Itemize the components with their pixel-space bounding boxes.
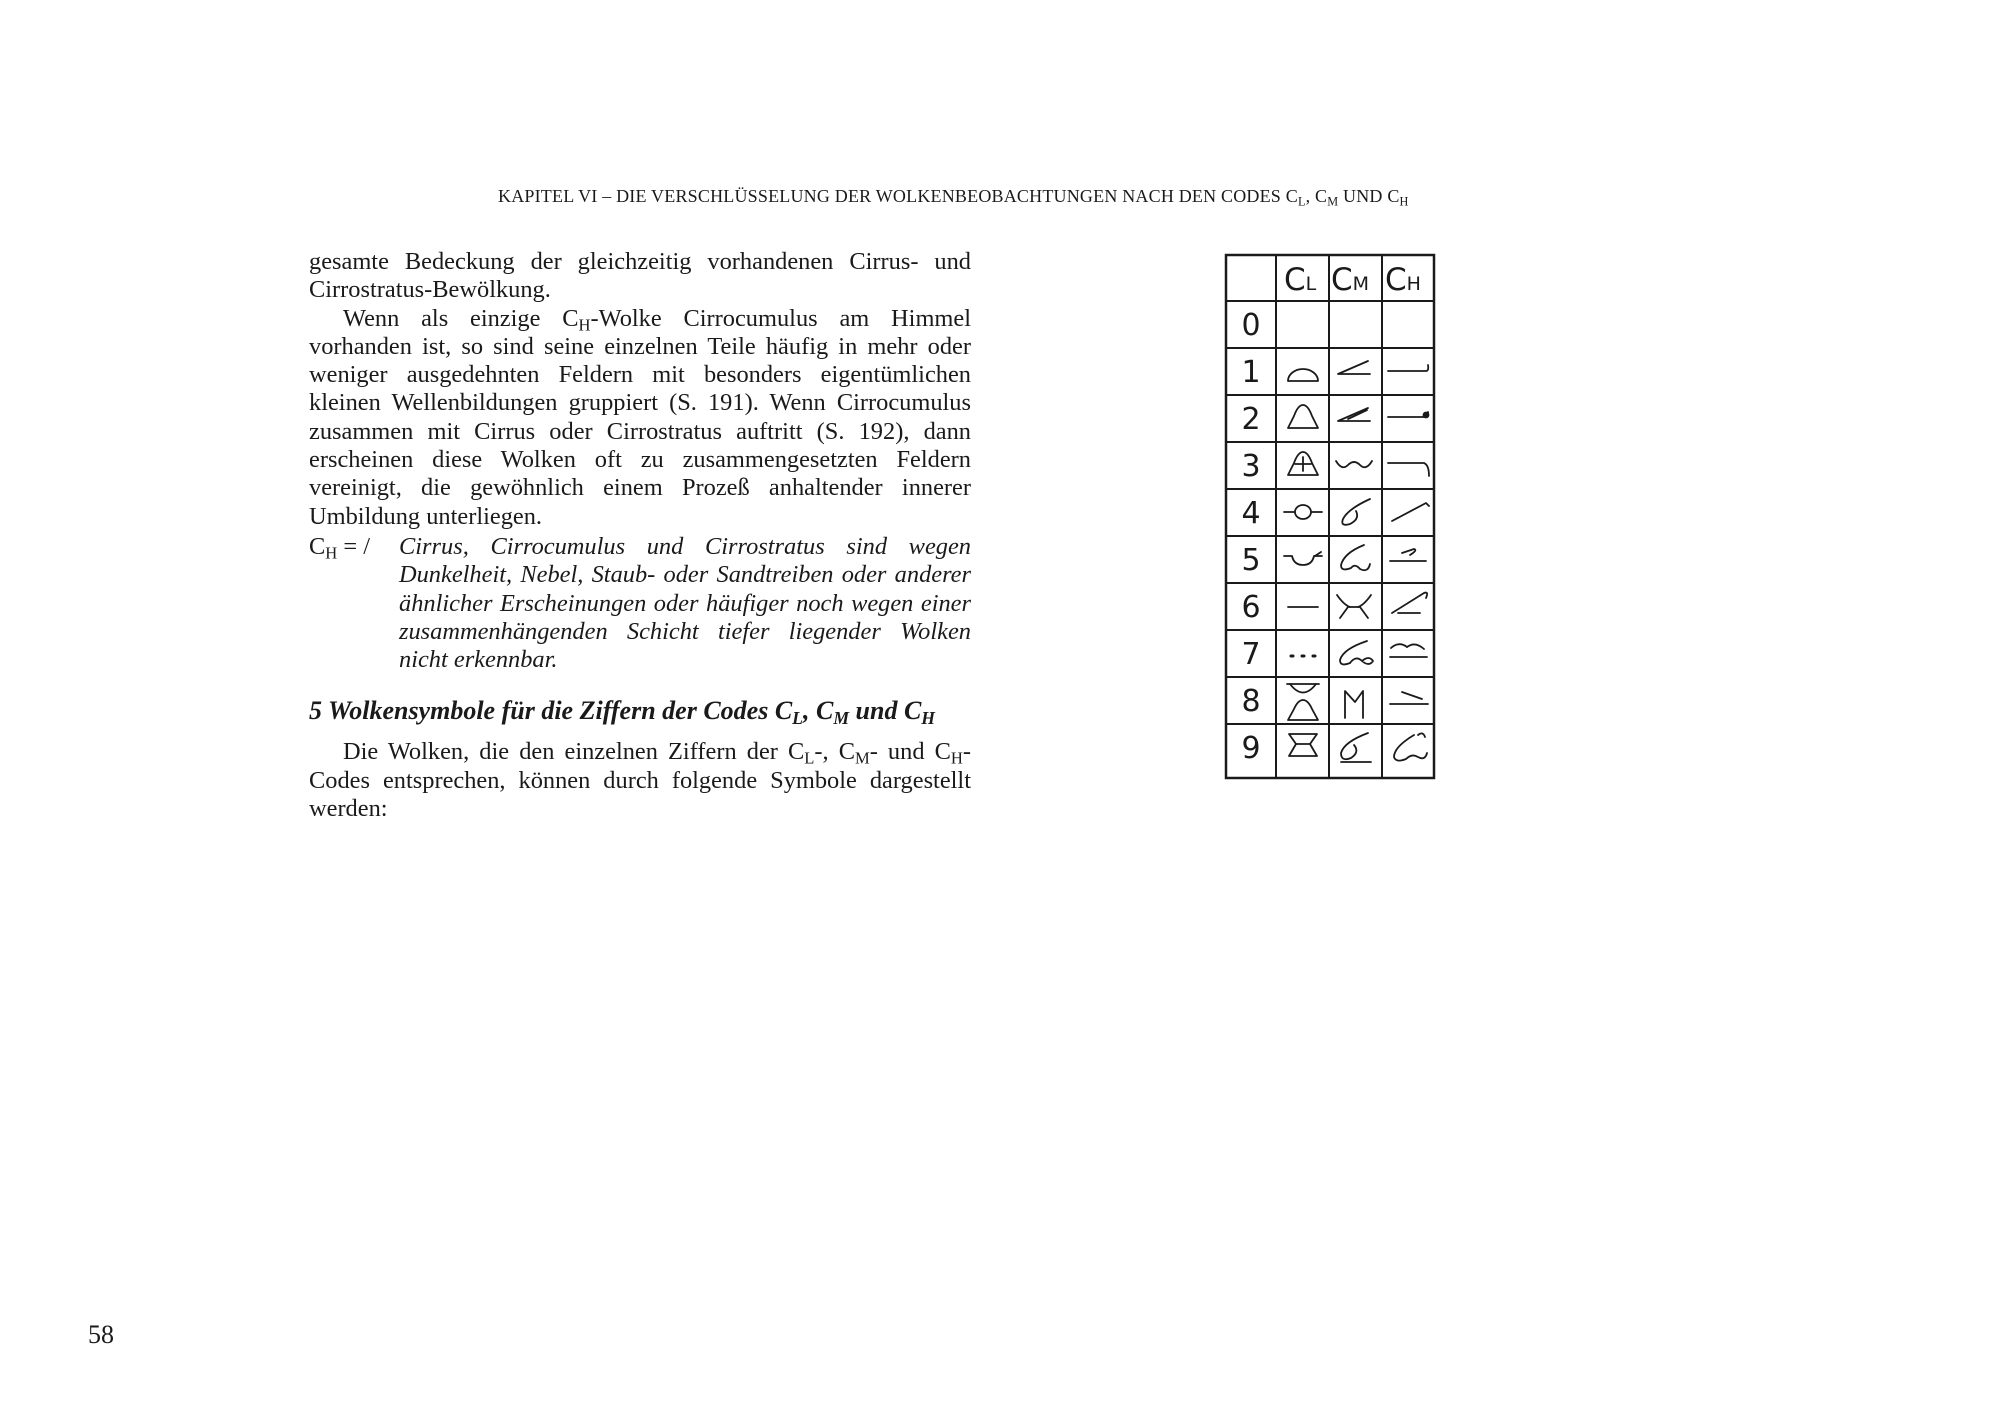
heading-sub-m: M: [833, 708, 850, 729]
heading-sub-l: L: [792, 708, 803, 729]
stratocumulus-cumulogenitus-icon: [1284, 505, 1322, 519]
altocumulus-bands-icon: [1341, 545, 1370, 570]
header-ch: CH: [1385, 262, 1421, 298]
altocumulus-cumulogenitus-icon: [1337, 595, 1371, 618]
paragraph-2: [309, 305, 971, 531]
header-cl: CL: [1284, 262, 1317, 298]
cirrostratus-full-icon: [1390, 644, 1427, 657]
page-number: 58: [88, 1320, 114, 1349]
cirrostratus-partial-icon: [1390, 692, 1428, 704]
running-header-sub-m: M: [1327, 194, 1339, 209]
heading-b: , C: [802, 696, 834, 726]
p3-b: -, C: [814, 738, 855, 766]
cirrus-anvil-icon: [1388, 463, 1429, 476]
p3-d: -Codes entsprechen, können durch folgende Symbole dargestellt werden:: [309, 738, 971, 823]
digit-8: 8: [1241, 684, 1261, 719]
cumulonimbus-calvus-icon: [1288, 452, 1318, 475]
paragraph-1: gesamte Bedeckung der gleichzeitig vorhandenen Cirrus- und Cirrostratus-Bewölkung.: [309, 248, 971, 304]
body-column: [309, 248, 971, 823]
header-cm: CM: [1331, 262, 1370, 298]
heading-sub-h: H: [921, 708, 936, 729]
definition-text: Cirrus, Cirrocumulus und Cirrostratus sind wegen Dunkelheit, Nebel, Staub- oder Sandtreiben oder anderer ähnlicher Erscheinungen oder häufiger noch wegen einer zusammenhängenden Schicht tiefer liegender Wolken nicht erkennbar.: [399, 532, 971, 674]
cirrocumulus-icon: [1394, 733, 1427, 760]
p2-sub: H: [578, 315, 591, 335]
p2-rest: -Wolke Cirrocumulus am Himmel vorhanden ist, so sind seine einzelnen Teile häufig in mehr oder weniger ausgedehnten Feldern mit besonders eigentümlichen kleinen Wellenbildungen gruppiert (S. 191). Wenn Cirrocumulus zusammen mit Cirrus oder Cirrostratus auftritt (S. 192), dann erscheinen diese Wolken oft zu zusammengesetzten Feldern vereinigt, die gewöhnlich einem Prozeß anhaltender innerer Umbildung unterliegen.: [309, 304, 971, 530]
digit-1: 1: [1241, 355, 1261, 390]
digit-5: 5: [1241, 543, 1261, 578]
cirrostratus-low-icon: [1390, 549, 1426, 561]
altocumulus-wave-icon: [1336, 461, 1372, 467]
cirrus-fibratus-icon: [1388, 365, 1428, 371]
running-header-sub-l: L: [1297, 194, 1306, 209]
digit-4: 4: [1241, 496, 1261, 531]
cirrus-spissatus-icon: [1388, 412, 1429, 418]
p3-c: - und C: [869, 738, 951, 766]
altocumulus-castellanus-icon: [1345, 691, 1363, 718]
p3-a: Die Wolken, die den einzelnen Ziffern der C: [343, 738, 805, 766]
digit-9: 9: [1241, 731, 1261, 766]
cirrus-increasing-icon: [1392, 503, 1429, 521]
cirrostratus-high-icon: [1392, 593, 1427, 613]
altostratus-thick-icon: [1338, 408, 1370, 421]
section-heading: [309, 696, 971, 729]
running-header-und: UND C: [1338, 186, 1400, 206]
digit-3: 3: [1241, 449, 1261, 484]
digit-0: 0: [1241, 308, 1261, 343]
p3-sub-h: H: [950, 749, 963, 769]
digit-2: 2: [1241, 402, 1261, 437]
digit-6: 6: [1241, 590, 1261, 625]
def-key-c: C: [309, 532, 326, 560]
definition-ch-slash: [309, 533, 971, 674]
running-header-main: KAPITEL VI – DIE VERSCHLÜSSELUNG DER WOLKENBEOBACHTUNGEN NACH DEN CODES C: [498, 186, 1298, 206]
altocumulus-patches-icon: [1342, 499, 1370, 525]
def-key-rest: = /: [337, 532, 370, 560]
stratocumulus-dome-icon: [1288, 369, 1318, 381]
heading-c: und C: [849, 696, 922, 726]
digit-7: 7: [1241, 637, 1261, 672]
p3-sub-l: L: [804, 749, 815, 769]
cumulonimbus-incus-icon: [1289, 734, 1317, 756]
p3-sub-m: M: [854, 749, 870, 769]
running-header-comma: , C: [1305, 186, 1328, 206]
running-header-sub-h: H: [1399, 194, 1409, 209]
running-header: [498, 186, 1532, 207]
altocumulus-chaotic-icon: [1341, 733, 1371, 762]
cloud-symbol-table: [1224, 253, 1436, 780]
paragraph-3: [309, 738, 971, 823]
stratocumulus-wave-icon: [1284, 552, 1322, 565]
definition-key: [309, 533, 399, 674]
def-key-sub: H: [325, 543, 338, 563]
heading-a: 5 Wolkensymbole für die Ziffern der Codes C: [309, 696, 793, 726]
altocumulus-double-icon: [1340, 641, 1373, 664]
cumulus-congestus-icon: [1288, 405, 1318, 428]
p2-start: Wenn als einzige C: [343, 304, 579, 332]
altostratus-thin-icon: [1338, 361, 1370, 374]
cumulus-stratocumulus-icon: [1287, 684, 1319, 720]
cloud-symbol-table-svg: [1224, 253, 1436, 780]
